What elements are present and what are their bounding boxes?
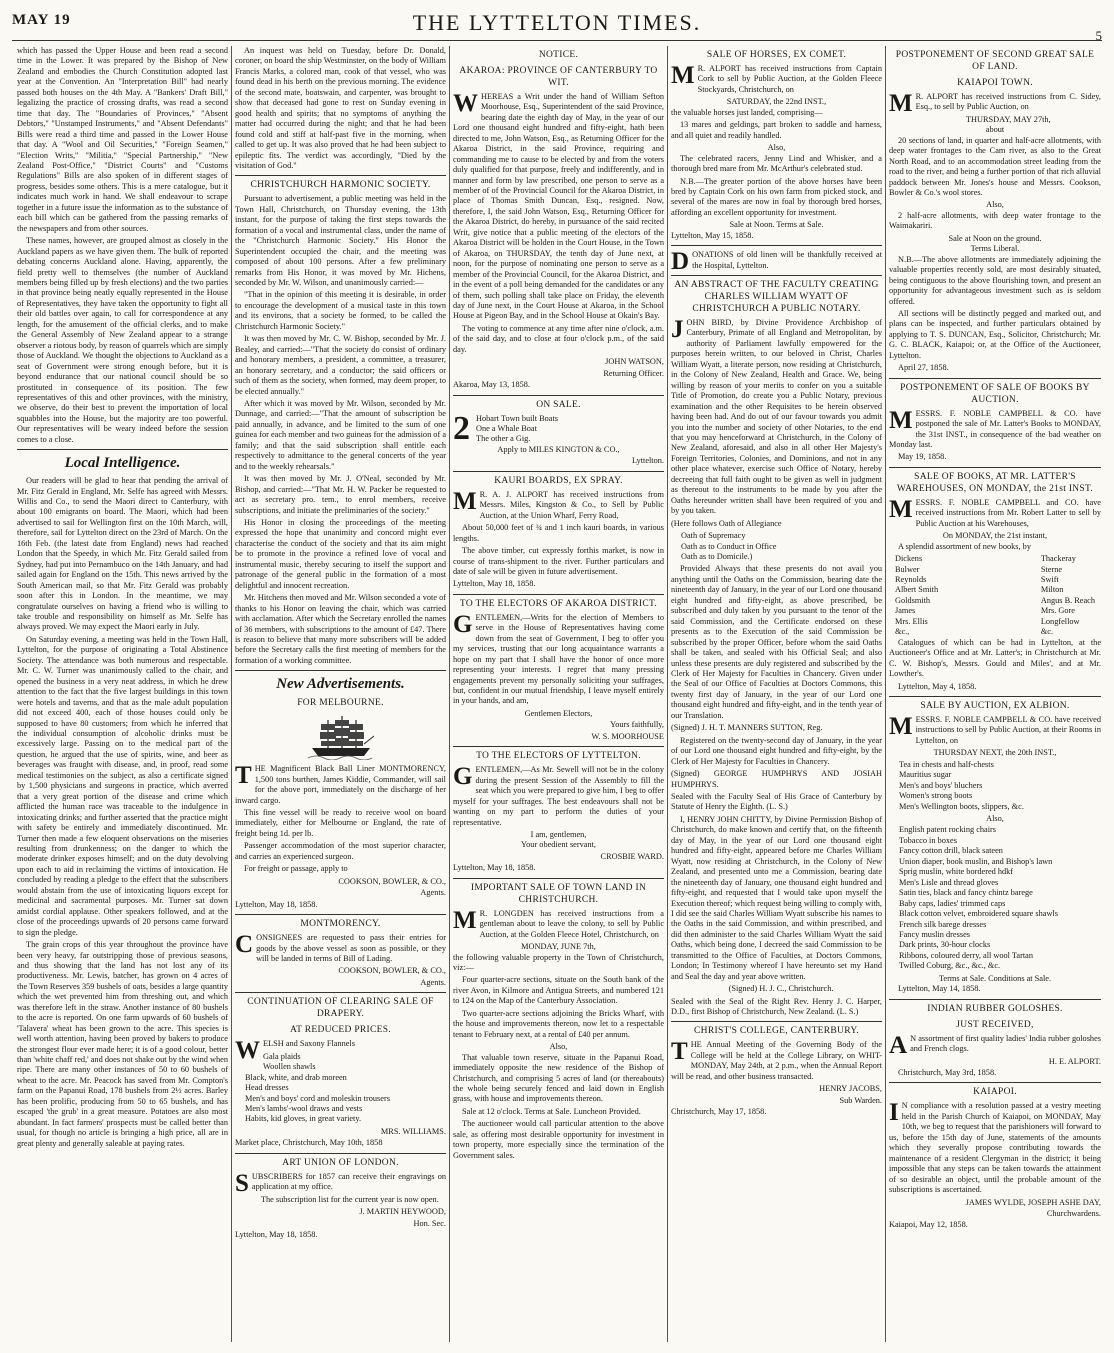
ad-text: WELSH and Saxony Flannels [235, 1037, 355, 1065]
ad-heading: CONTINUATION OF CLEARING SALE OF DRAPERY. [247, 997, 434, 1020]
list-item: Black cotton velvet, embroidered square shawls [899, 909, 1058, 919]
authors-table [895, 554, 1095, 638]
ad-signature: Returning Officer. [603, 368, 664, 378]
list-item: James [895, 606, 916, 616]
list-item: Black, white, and drab moreen [245, 1072, 347, 1082]
ad-text: the valuable horses just landed, comprising— [671, 107, 823, 117]
list-item: Men's and boys' bluchers [899, 780, 983, 790]
ad-text: Also, [549, 1042, 568, 1052]
article-text: "That in the opinion of this meeting it is desirable, in order to encourage the development of a musical taste in this town and its environs, that a society be formed, to be called the Christchurch Harmonic Society." [235, 290, 446, 331]
ad-text: N.B.—The above allotments are immediately adjoining the valuable properties recently sold, are most desirably situated, being contiguous to the above flourishing town, and present an opportunity for advantageous investment such as is seldom offered. [889, 254, 1101, 306]
columns [14, 46, 1104, 1342]
ad-signature: JOHN WATSON, [605, 357, 664, 367]
newspaper-title: THE LYTTELTON TIMES. [412, 10, 702, 35]
boats-ad [453, 414, 664, 445]
ad-text: The above timber, cut expressly forthis market, is now in course of trans-shipment to the river. Further particulars and date of sale will be given in future advertisement. [453, 546, 664, 576]
ad-date: Lyttelton, May 18, 1858. [453, 863, 536, 873]
ad-text: JOHN BIRD, by Divine Providence Archbishop of Canterbury, Primate of all England and Metropolitan, by authority of Parliament lawfully empowered for the purposes herein written, to our beloved in Christ, Charles William Wyatt, a literate person, now residing at Christchurch, in the Colony of New Zealand, Health and Grace. We, being willing by reason of your merits to confer on you a suitable Title of Promotion, do create you a Public Notary, previous examination and the other Requisites to be herein observed having been had. And do out of our favour towards you admit you into the number and society of other Notaries, to the end that you may henceforward at Christchurch, in the Colony of New Zealand, aforesaid, and also in all other Her Majesty's Foreign Territories, Colonies, and Dominions, and not in any other place whatever, exercise such Office of Notary, hereby decreeing that full faith ought to be given as well in judgment as thereout to the instruments to be made by you after the Oaths hereunder written shall have been required of you and by you taken. [671, 316, 882, 516]
ad-subheading: JUST RECEIVED, [956, 1019, 1034, 1030]
ad-text: For freight or passage, apply to [244, 864, 348, 874]
ad-text: Sealed with the Seal of the Right Rev. Henry J. C. Harper, D.D., first Bishop of Christchurch, New Zealand. (L. S.) [671, 996, 882, 1017]
ad-text: Gentlemen Electors, [524, 708, 593, 718]
goods-list [899, 760, 1101, 812]
ad-text: On MONDAY, the 21st instant, [942, 531, 1048, 541]
article-heading: CHRISTCHURCH HARMONIC SOCIETY. [250, 180, 431, 191]
ad-date: Lyttelton, May 18, 1858. [453, 579, 536, 589]
ad-text: Two quarter-acre sections adjoining the Bricks Wharf, with the house and improvements thereon, now let to a respectable tenant to February next, at a rental of £40 per annum. [453, 1008, 664, 1039]
sailing-ship-icon [308, 714, 374, 760]
list-item: Mauritius sugar [899, 770, 952, 780]
list-item: Union diaper, book muslin, and Bishop's lawn [899, 856, 1053, 866]
ad-text: Sale at 12 o'clock. Terms at Sale. Luncheon Provided. [462, 1106, 641, 1116]
ad-text: MESSRS. F. NOBLE CAMPBELL & CO. have postponed the sale of Mr. Latter's Books to MONDAY, the 31st INST., in consequence of the bad weather on Monday last. [889, 406, 1101, 449]
ad-date: Christchurch, May 17, 1858. [671, 1107, 767, 1117]
column-5 [886, 46, 1104, 1342]
column-2 [232, 46, 450, 1342]
ad-subheading: AT REDUCED PRICES. [289, 1025, 392, 1036]
ad-text: Terms Liberal. [970, 244, 1020, 254]
list-item: Oath as to Conduct in Office [681, 541, 777, 551]
list-item: Satin ties, black and fancy chintz barege [899, 888, 1033, 898]
list-item: Sprig muslin, white bordered hdkf [899, 867, 1014, 877]
ad-signature: COOKSON, BOWLER, & CO., [338, 876, 446, 886]
ad-text: I, HENRY JOHN CHITTY, by Divine Permission Bishop of Christchurch, do make known and certify that, on the fifteenth day of May, in the year of our Lord one thousand eight hundred and fifty-eight, appeared before me Charles William Wyatt, now residing at Christchurch, in the Colony of New Zealand, and presented unto me a Commission, bearing date the nineteenth day of January, one thousand eight hundred and fifty-eight, and requested that I would take upon myself the Execution thereof; which request being willing to comply with, I did see the said Charles William Wyatt subscribe his names to the Oaths in the said Commission, and within prescribed, and did then administer to the said Charles William Wyatt the said Oaths, which being done, I decreed the said Commission to be transmitted to the Office of Faculties, at Doctors Commons, London; In Testimony whereof I have hereunto set my Hand and Seal the day and year above written. [671, 814, 882, 981]
ad-text: Sealed with the Faculty Seal of His Grace of Canterbury by Statute of Henry the Eighth. (L. S.) [671, 791, 882, 812]
ad-text: The subscription list for the current year is now open. [260, 1194, 439, 1204]
list-item: Bulwer [895, 564, 920, 574]
list-item: Fancy muslin dresses [899, 930, 970, 940]
section-heading-local-intelligence: Local Intelligence. [64, 455, 181, 472]
ad-text: (Signed) J. H. T. MANNERS SUTTON, Reg. [671, 723, 823, 733]
article-text: On Saturday evening, a meeting was held in the Town Hall, Lyttelton, for the purpose of originating a Total Abstinence Society. The attendance was both numerous and respectable. Mr. C. W. Turner was unanimously called to the chair, and opened the business in a very neat address, in which he drew attention to the fact that the five largest buildings in this town were hotels and taverns, and that as the male adult population did not exceed 400, each of those houses could only be supposed to have 80 customers; from which he inferred that the individual consumption of alcoholic drinks must be excessively large. Passing on to the medical part of the question, he argued that the use of spirits, wine, and beer as beverages was fraught with disease, and, in proof, read some medical testimonies on the subject, as also a certificate signed by 1,500 physicians and surgeons in practice, which averred that a very great portion of the disease and crime which afflicted the human race was traceable to the indulgence in intoxicating drinks; and further asserted that the practice might with safety be entirely and immediately discontinued. Mr. Turner then made a few eloquent observations on the miseries resulting from drunkenness; on the danger to which the moderate drinker exposes himself; and on the duty devolving upon each to aid in reclaiming the victims of intoxication. He concluded by reading a pledge to the effect that the subscribers would abstain from the use of intoxicating liquors except for medicinal and sacramental purposes. Mr. Turner sat down amidst cordial applause. Other speakers followed, and at the close of the proceedings upwards of 20 persons came forward to sign the pledge. [17, 634, 228, 937]
ad-text: I am, gentlemen, [530, 829, 587, 839]
ad-signature: H. E. ALPORT. [1048, 1056, 1101, 1066]
ad-text: N.B.—The greater portion of the above horses have been bred by Captain Cork on his own farm from picked stock, and several of the mares are now in foal by thorough bred horses, affording an excellent opportunity for investment. [671, 176, 882, 217]
ad-text: A splendid assortment of new books, by [898, 541, 1031, 551]
ad-text: About 50,000 feet of ¾ and 1 inch kauri boards, in various lengths. [453, 523, 664, 543]
ad-signature: Agents. [420, 888, 446, 898]
ad-text: Terms at Sale. Conditions at Sale. [938, 973, 1052, 983]
ad-text: 20 sections of land, in quarter and half-acre allotments, with deep water frontages to the Cam river, as also to the Great North Road, and to an accommodation street leading from the road to the river, and being a further portion of that rich alluvial paddock between Mr. Jones's house and Messrs. Cookson, Bowler & Co.'s wool stores. [889, 135, 1101, 197]
ad-text: Yours faithfully, [610, 720, 664, 730]
ad-date: Kaiapoi, May 12, 1858. [889, 1220, 968, 1230]
ad-signature: Agents. [420, 977, 446, 987]
list-item: Men's lambs'-wool draws and vests [245, 1103, 363, 1113]
ad-heading: CHRIST'S COLLEGE, CANTERBURY. [694, 1026, 859, 1037]
ad-date: Market place, Christchurch, May 10th, 1858 [235, 1138, 383, 1148]
ad-text: CONSIGNEES are requested to pass their entries for goods by the above vessel as soon as possible, or they will be landed in terms of Bill of Lading. [235, 931, 446, 963]
ad-heading: KAIAPOI. [973, 1087, 1017, 1098]
list-item: Men's Lisle and thread gloves [899, 877, 999, 887]
article-text: It was then moved by Mr. J. O'Neal, seconded by Mr. Bishop, and carried:—"That Mr. H. W. Packer be requested to act as secretary pro. tem., to enrol members, receive subscriptions, and initiate the preliminaries of the society." [235, 474, 446, 515]
ad-heading: KAURI BOARDS, EX SPRAY. [494, 475, 623, 486]
ad-signature: W. S. MOORHOUSE [591, 731, 664, 741]
ad-heading: TO THE ELECTORS OF AKAROA DISTRICT. [459, 598, 658, 609]
masthead [12, 10, 1102, 41]
section-heading-new-advertisements: New Advertisements. [276, 676, 405, 693]
list-item: Albert Smith [895, 585, 939, 595]
ad-text: Also, [767, 143, 786, 153]
ad-text: A N assortment of first quality ladies' India rubber goloshes and French clogs. [889, 1031, 1101, 1059]
ad-heading: NOTICE. [538, 50, 579, 60]
ad-subheading: KAIAPOI TOWN. [957, 77, 1033, 88]
ad-signature: Churchwardens. [1046, 1208, 1101, 1218]
ad-text: SATURDAY, the 22nd INST., [726, 97, 827, 107]
ad-text: Catalogues of which can be had in Lyttelton, at the Auctioneer's Office and at Mr. Latter's; in Christchurch at Mr. C. W. Bishop's, Messrs. Gould and Miles', and at Mr. Lowther's. [889, 637, 1101, 679]
list-item: Tea in chests and half-chests [899, 759, 994, 769]
article-text: These names, however, are grouped almost as closely in the Auckland papers as we have given them. The bulk of reported debating concerns Auckland alone. Having, apparently, the field pretty well to themselves (the number of Auckland members being filled up by fresh elections) and the two parties in that province being neatly equally represented in the House of Representatives, they have taken the opportunity to fight all their old battles over again, to call for correspondence at any length, for the amusement of the official clerks, and to make the General Assembly of New Zealand appear to a strange observer a riotous body, by reason of quarrels which are simply those of Auckland. We thought the objections to Auckland as a seat of Government were strong enough before, but it is beyond endurance that our national council should be so prostituted in consequence of its position. The few representatives of this and other provinces, with the ministry, we observe, do their best to prevent the importation of local squabbles into the House, but the majority are too powerful. Our representatives will be weary indeed before the session comes to a close. [17, 236, 228, 444]
ad-date: April 27, 1858. [898, 363, 949, 373]
ad-heading: TO THE ELECTORS OF LYTTELTON. [476, 751, 641, 762]
ad-text: Sale at Noon on the ground. [948, 233, 1042, 243]
ad-text: SUBSCRIBERS for 1857 can receive their engravings on application at my office. [235, 1169, 446, 1197]
ad-text: Sale at Noon. Terms at Sale. [729, 220, 824, 230]
ad-date: Lyttelton, May 18, 1858. [235, 1230, 318, 1239]
drapery-list [245, 1052, 446, 1125]
ad-heading: ON SALE. [536, 399, 581, 410]
ad-heading: INDIAN RUBBER GOLOSHES. [927, 1003, 1063, 1014]
ad-text: The auctioneer would call particular attention to the above sale, as offering most desirable opportunity for investment in town property, more especially since the termination of the Government sales. [453, 1119, 664, 1160]
article-text: which has passed the Upper House and been read a second time in the Lower. It was prepared by the Bishop of New Zealand and embodies the Church Constitution adopted last year at the Convention. An "Interpretation Bill" had nearly passed both houses on the 4th May. A "Bankers' Draft Bill," legalizing the practice of crossing drafts, was read a second time that day. The "Boundaries of Provinces," "Absent Debtors," "Unstamped Instruments," and "Absent Defendants" Bills were read a third time and passed in the Lower House that day. A "Wool and Oil Securities," "Foreign Seamen," "Election Writs," "Militia," "Special Partnership," "New Zealand Post-Office," "District Courts" and "Customs Regulations" Bills are also spoken of in different stages of progress, besides some others. This is a mere catalogue, but it indicates much work in hand. We shall endeavour to scrape together in a future issue the information as to the substance of each bill which can be gathered from the passing remarks of the newspapers and from other sources. [17, 46, 228, 233]
ad-heading: ART UNION OF LONDON. [282, 1157, 399, 1168]
list-item: One a Whale Boat [476, 424, 537, 434]
ad-text: Apply to MILES KINGTON & CO., [497, 444, 620, 454]
article-text: Pursuant to advertisement, a public meeting was held in the Town Hall, Christchurch, on Thursday evening, the 13th instant, for the purpose of taking the first steps towards the formation of a vocal and instrumental class, under the name of the "Christchurch Harmonic Society." His Honor the Superintendent occupied the chair, and the meeting was composed of about 100 persons. After a few preliminary remarks from His Honor, it was moved by Mr. Hichens, seconded by Mr. W. Wilson, and unanimously carried:— [235, 194, 446, 288]
list-item: Baby caps, ladies' trimmed caps [899, 898, 1006, 908]
list-item: Oath of Supremacy [681, 531, 746, 541]
article-text: His Honor in closing the proceedings of the meeting expressed the hope that unanimity and concord might ever characterise the conduct of the society and that its aim might be to promote in the province a refined love of vocal and instrumental music, thereby securing to itself the support and patronage of the general public in the formation of a most delightful and innocent recreation. [235, 518, 446, 590]
list-item: Goldsmith [895, 595, 931, 605]
ad-text: (Here follows Oath of Allegiance [671, 518, 782, 528]
ad-signature: CROSBIE WARD. [600, 851, 664, 861]
oaths-list [681, 531, 882, 562]
ad-text: the following valuable property in the Town of Christchurch, viz:— [453, 952, 664, 972]
ad-text: This fine vessel will be ready to receive wool on board immediately, either for Melbourne or England, the rate of freight being 1d. per lb. [235, 808, 446, 838]
list-item: Woollen shawls [263, 1062, 316, 1072]
article-text: Our readers will be glad to hear that pending the arrival of Mr. Fitz Gerald in England, Mr. Selfe has agreed with Messrs. Willis and Co., to send the Maori direct to Canterbury, with about 100 emigrants on board. The Maori, which had been advertised to sail for Wellington first on the 10th March, will, therefore, sail for Lyttelton direct on the 23rd of March. On the 16th Feb. (the latest date from England) news had reached London that the Speedy, in which Mr. Fitz Gerald sailed from Sydney, had put into Pernambuco on the 14th January, and had sailed again for England on the 15th. This news arrived by the South American mail, so that Mr. Fitz Gerald was probably soon after this in London. In the meantime, we may congratulate ourselves on having a friend who is willing to take trouble and responsibility on himself as Mr. Selfe has always proved. We may expect the Maori early in July. [17, 476, 228, 632]
ad-text: Also, [986, 814, 1004, 824]
article-text: The grain crops of this year throughout the province have been very heavy, far outstripping those of previous seasons, and thus showing that the land has not lost any of its productiveness. Mr. Lewis, batcher, has grown on 4 acres of the Town Reserves 359 bushels of oats, besides a large quantity which the wet prevented him from threshing out, and which was therefore left in the straw. Another instance of 80 bushels to the acre is reported. On one farm upwards of 60 bushels of 'Talavera' wheat has been grown to the acre. This species is well worth attention, having been proved by bakers to produce the strongest flour ever made here; it is of a good colour, better than 'white chaff red,' and does not shake out by the wind when ripe. There are many other instances of 50 to 60 bushels of wheat to the acre. Mr. Peacock has saved from Mr. Compton's farm on the Papanui Road, 178 bushels from 2½ acres. Barley has been prolific, producing from 50 to 65 bushels, and has escaped 'the grub' in a great measure. Potatoes are also most abundant. In fact farmers' prospects must be called better than usual, for though no article is bringing a high price, all are in great plenty and generally saleable at paying rates. [17, 940, 228, 1148]
article-text: Mr. Hitchens then moved and Mr. Wilson seconded a vote of thanks to his Honor on leaving the chair, which was carried with acclamation. After which the Secretary enrolled the names of 36 members, with subscriptions to the amount of £47. There is reason to believe that many more subscribers will be added before the Secretary calls the first meeting of members for the formation of a working committee. [235, 593, 446, 665]
list-item: Ribbons, coloured derry, all wool Tartan [899, 950, 1033, 960]
ad-signature: Lyttelton. [631, 456, 664, 466]
list-item: Dickens [895, 554, 923, 564]
ad-text: M R. LONGDEN has received instructions from a gentleman about to leave the colony, to sell by Public Auction, at the Golden Fleece Hotel, Christchurch, on [453, 906, 664, 939]
list-item: The other a Gig. [476, 434, 531, 444]
ad-text: Four quarter-acre sections, situate on the South bank of the river Avon, in Kilmore and Antigua Streets, and numbered 121 to 124 on the Map of the Canterbury Association. [453, 975, 664, 1006]
list-item: Longfellow [1040, 616, 1080, 626]
goods-list [899, 825, 1101, 971]
ad-heading: SALE OF BOOKS, AT MR. LATTER'S WAREHOUSES, ON MONDAY, the 21st INST. [896, 471, 1094, 494]
list-item: French silk barege dresses [899, 919, 987, 929]
ad-date: Lyttelton, May 18, 1858. [235, 899, 318, 909]
ad-heading: SALE OF HORSES, EX COMET. [706, 50, 847, 60]
boat-count: 2 [453, 413, 470, 445]
column-3 [450, 46, 668, 1342]
list-item: &c., [895, 627, 910, 637]
ad-signature: JAMES WYLDE, JOSEPH ASHE DAY, [965, 1197, 1101, 1207]
ad-text: DONATIONS of old linen will be thankfully received at the Hospital, Lyttelton. [671, 248, 882, 276]
list-item: Oath as to Domicile.) [681, 552, 753, 561]
list-item: Twilled Coburg, &c., &c., &c. [899, 961, 1001, 971]
ad-heading: IMPORTANT SALE OF TOWN LAND IN CHRISTCHURCH. [470, 882, 647, 905]
ad-text: MONDAY, JUNE 7th, [521, 942, 596, 952]
list-item: Head dresses [245, 1083, 289, 1093]
ad-text: (Signed) GEORGE HUMPHRYS AND JOSIAH HUMPHRYS. [671, 769, 882, 789]
list-item: Swift [1040, 575, 1059, 584]
ad-text: M R. ALPORT has received instructions from C. Sidey, Esq., to sell by Public Auction, on [889, 89, 1101, 117]
ad-text: Also, [986, 200, 1004, 210]
ad-signature: COOKSON, BOWLER, & CO., [338, 966, 446, 976]
ad-text: M R. A. J. ALPORT has received instructions from Messrs. Miles, Kingston & Co., to Sell by Public Auction, at the Union Wharf, Ferry Road, [453, 487, 664, 520]
issue-date: MAY 19 [12, 12, 71, 28]
ad-date: Lyttelton, May 14, 1858. [898, 984, 981, 994]
ad-text: Registered on the twenty-second day of January, in the year of our Lord one thousand eight hundred and fifty-eight, by the Clerk of Her Majesty for Faculties in Chancery. [671, 735, 882, 766]
ad-text: GENTLEMEN,—As Mr. Sewell will not be in the colony during the present Session of the Assembly to fill the seat which you were prepared to give him, I beg to offer myself for your suffrages. The best endeavours shall not be wanting on my part to perform the duties of your representative. [453, 763, 664, 827]
list-item: Dark prints, 30-hour clocks [899, 940, 991, 950]
list-item: English patent rocking chairs [899, 825, 997, 835]
article-text: After which it was moved by Mr. Wilson, seconded by Mr. Dunnage, and carried:—"That the amount of subscription be paid annually, in advance, and be limited to the sum of one guinea for each member and two guineas for the admission of a family; and that the said subscription shall entitle each respectively to admittance to the general concerts of the year and to the weekly rehearsals." [235, 399, 446, 471]
list-item: Sterne [1040, 564, 1063, 574]
column-4 [668, 46, 886, 1342]
list-item: Mrs. Gore [1040, 606, 1075, 616]
ad-date: Akaroa, May 13, 1858. [453, 380, 530, 390]
list-item: Fancy cotton drill, black sateen [899, 846, 1003, 856]
ad-heading: AN ABSTRACT OF THE FACULTY CREATING CHARLES WILLIAM WYATT OF CHRISTCHURCH A PUBLIC NOTARY. [674, 280, 879, 315]
ad-heading: MONTMORENCY. [300, 919, 381, 930]
ad-text: THE Annual Meeting of the Governing Body of the College will be held at the College Library, on WHIT-MONDAY, May 24th, at 2 p.m., when the Annual Report will be read, and other business transacted. [671, 1038, 882, 1081]
ad-heading: SALE BY AUCTION, EX ALBION. [920, 700, 1070, 711]
ad-text: 13 mares and geldings, part broken to saddle and harness, and all quiet and readily handled. [671, 120, 882, 140]
list-item: Men's and boys' cord and moleskin trousers [245, 1093, 390, 1103]
ad-text: The celebrated racers, Jenny Lind and Whisker, and a thorough bred mare from Mr. McArthur's celebrated stud. [671, 153, 882, 174]
list-item: Women's strong boots [899, 791, 973, 801]
ad-text: The voting to commence at any time after nine o'clock, a.m. of the said day, and to close at four o'clock p.m., of the said day. [453, 323, 664, 354]
ad-heading: POSTPONEMENT OF SECOND GREAT SALE OF LAND. [895, 50, 1095, 72]
list-item: Habits, kid gloves, in great variety. [245, 1114, 362, 1124]
column-1 [14, 46, 232, 1342]
list-item: Hobart Town built Boats [476, 413, 559, 423]
ad-text: WHEREAS a Writ under the hand of William Sefton Moorhouse, Esq., Superintendent of the said Province, bearing date the eighth day of May, in the year of our Lord one thousand eight hundred and fifty-eight, hath been directed to me, John Watson, Esq., as Returning Officer for the Akaroa District, in the said Province, requiring and commanding me to cause to be elected by and from the voters duly qualified for that purpose, freely and indifferently, and in manner and form by law prescribed, one person to serve as a member of of the Provincial Council for the Akaroa District, in place of Thomas Smith Duncan, Esq., resigned. Now, therefore, I, the said John Watson, Esq., Returning Officer for the Akaroa District, do hereby, in pursuance of the said recited Writ, give notice that a public meeting of the electors of the Akaroa District will be holden in the Court House, in the Town of Akaroa, on THURSDAY, the tenth day of June next, at noon, for the purpose of nominating one person to serve as a member of the Provincial Council, for the Akaroa District, and in the event of a poll being demanded for the candidates or any of them, such polling shall take place on Friday, the eleventh day of June next, in the Court House at Akaroa, in the School House at Pigeon Bay, and in the School House at Okain's Bay. [453, 89, 664, 321]
ad-signature: MRS. WILLIAMS. [380, 1126, 446, 1136]
ad-text: Your obedient servant, [521, 840, 596, 850]
ad-signature: Sub Warden. [839, 1095, 882, 1105]
list-item: Milton [1040, 585, 1064, 595]
ad-signature: HENRY JACOBS, [819, 1084, 882, 1094]
ad-date: May 19, 1858. [898, 452, 947, 462]
ad-date: Christchurch, May 3rd, 1858. [898, 1068, 997, 1078]
ad-text: THE Magnificent Black Ball Liner MONTMORENCY, 1,500 tons burthen, James Kiddie, Commander, will sail for the above port, immediately on the discharge of her inward cargo. [235, 762, 446, 805]
ad-text: (Signed) H. J. C., Christchurch. [728, 984, 834, 994]
ad-text: All sections will be distinctly pegged and marked out, and plans can be inspected, and further particulars obtained by applying to T. S. DUNCAN, Esq., Solicitor, Christchurch; Mr. G. C. BLACK, Kaiapoi; or, at the Office of the Auctioneer, Lyttelton. [889, 308, 1101, 360]
authors-left [895, 554, 938, 638]
ad-date: Lyttelton, May 4, 1858. [898, 681, 977, 691]
ad-subheading: AKAROA: PROVINCE OF CANTERBURY TO WIT. [459, 65, 658, 88]
ad-signature: J. MARTIN HEYWOOD, [359, 1207, 446, 1217]
ad-text: That valuable town reserve, situate in the Papanui Road, immediately opposite the new residence of the Bishop of Christchurch, and comprising 5 acres of land (or thereabouts) the whole being securely fenced and laid down in English grass, with house and improvements thereon. [453, 1052, 664, 1104]
list-item: Mrs. Ellis [895, 616, 928, 626]
list-item: Thackeray [1040, 554, 1076, 564]
article-text: An inquest was held on Tuesday, before Dr. Donald, coroner, on board the ship Westminster, on the body of William Francis Marks, a colored man, cook of that vessel, who was found dead in his berth on the previous morning. The evidence of the second mate, boatswain, and carpenter, was brought to show that deceased had gone to rest on Sunday evening in good health and spirits; that no symptoms of anything the matter had occurred during the night; and that he had been found cold and stiff at half-past five in the morning, when called to get up. It was also proved that he had been subject to epileptic fits. The verdict was accordingly, "Died by the visitation of God." [235, 46, 446, 170]
ad-text: about [985, 125, 1005, 135]
list-item: &c. [1040, 627, 1054, 637]
ad-text: Passenger accommodation of the most superior character, and carries an experienced surgeon. [235, 841, 446, 861]
authors-right [1041, 554, 1095, 638]
list-item: Gala plaids [263, 1051, 301, 1061]
article-text: It was then moved by Mr. C. W. Bishop, seconded by Mr. J. Bealey, and carried:—"That the society do consist of ordinary and honorary members, a president, a committee, a treasurer, an honorary secretary, and a conductor; the said officers or such of them as the society, when formed, may deem proper, to be elected annually." [235, 334, 446, 396]
list-item: Reynolds [895, 575, 927, 584]
ad-signature: Hon. Sec. [413, 1218, 446, 1228]
ad-text: Provided Always that these presents do not avail you anything until the Oaths on the Commission, bearing date the nineteenth day of January, in the year of our Lord one thousand eight hundred and fifty-eight, as above prescribed, be subscribed and duly taken by you pursuant to the tenor of the said Commission, and the Certificate endorsed on these presents as to the Execution of the said Commission be subscribed by the proper Officer, before whom the said Oaths shall be taken, and sealed with his Official Seal; and also unless these presents are duly registered and subscribed by the Clerk of Her Majesty for Faculties in Chancery. Given under the Seal of our Office of Faculties at Doctors Commons, this twenty first day of January, in the year of our Lord one thousand eight hundred and fifty-eight, and in the tenth year of our Translation. [671, 564, 882, 720]
list-item: Tobacco in boxes [899, 835, 957, 845]
ad-date: Lyttelton, May 15, 1858. [671, 230, 754, 240]
list-item: Men's Wellington boots, slippers, &c. [899, 801, 1024, 811]
ad-heading: POSTPONEMENT OF SALE OF BOOKS BY AUCTION. [900, 382, 1090, 405]
ad-text: I N compliance with a resolution passed at a vestry meeting held in the Parish Church of Kaiapoi, on MONDAY, May 10th, we beg to request that the parishioners will forward to us, before the 15th day of June, statements of the amounts which they severally propose contributing towards the maintenance of a resident Clergyman in the district; it being impossible that any steps can be taken towards the attainment of so desirable an object, until the probable amount of the subscriptions is ascertained. [889, 1099, 1101, 1195]
ad-heading: FOR MELBOURNE. [297, 698, 384, 709]
list-item: Angus B. Reach [1040, 595, 1095, 605]
ad-text: THURSDAY NEXT, the 20th INST., [933, 748, 1057, 758]
ad-text: MESSRS. F. NOBLE CAMPBELL and CO. have received instructions from Mr. Robert Latter to sell by Public Auction at his Warehouses, [889, 495, 1101, 528]
ad-text: M R. ALPORT has received instructions from Captain Cork to sell by Public Auction, at the Golden Fleece Stockyards, Christchurch, on [671, 61, 882, 94]
ad-text: 2 half-acre allotments, with deep water frontage to the Waimakariri. [889, 210, 1101, 231]
ad-text: GENTLEMEN,—Writs for the election of Members to serve in the House of Representatives having come down from the seat of Government, I beg to offer you my services, trusting that our long acquaintance warrants a hope on my part that I shall have the honor of once more representing your interests. I regret that many pressing engagements prevent my personally soliciting your suffrages, but, confident in our mutual friendship, I leave myself entirely in your hands, and am, [453, 610, 664, 706]
page-number: 5 [1095, 28, 1102, 43]
ad-text: THURSDAY, MAY 27th, [965, 114, 1051, 124]
ad-text: MESSRS. F. NOBLE CAMPBELL & CO. have received instructions to sell by Public Auction, at their Rooms in Lyttelton, on [889, 712, 1101, 745]
